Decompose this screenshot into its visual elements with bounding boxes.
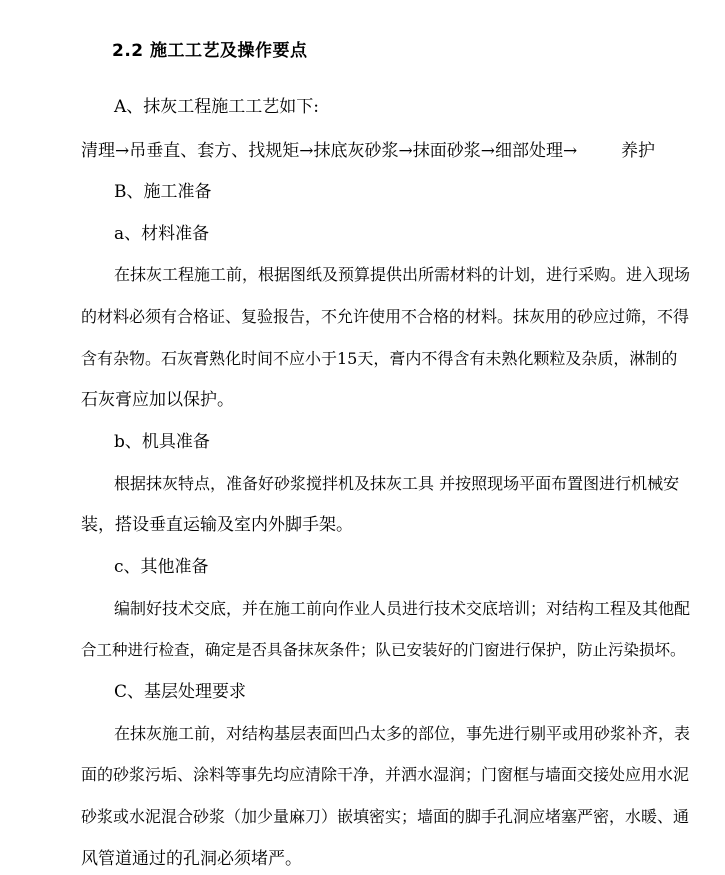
process-flow-steps: 清理→吊垂直、套方、找规矩→抹底灰砂浆→抹面砂浆→细部处理→ (81, 141, 578, 161)
section-c-line-3: 砂浆或水泥混合砂浆（加少量麻刀）嵌填密实；墙面的脚手孔洞应堵塞严密，水暖、通 (81, 807, 690, 826)
section-c-line-2: 面的砂浆污垢、涂料等事先均应清除干净，并洒水湿润；门窗框与墙面交接处应用水泥 (81, 765, 690, 784)
process-flow (81, 140, 656, 162)
machines-line-1: 根据抹灰特点，准备好砂浆搅拌机及抹灰工具 并按照现场平面布置图进行机械安 (114, 474, 680, 493)
section-b-title: B、施工准备 (114, 182, 212, 202)
section-c-line-1: 在抹灰施工前，对结构基层表面凹凸太多的部位，事先进行剔平或用砂浆补齐，表 (114, 724, 691, 743)
materials-line-4: 石灰膏应加以保护。 (81, 390, 234, 410)
process-flow-end: 养护 (621, 141, 655, 161)
other-line-2: 合工种进行检查，确定是否具备抹灰条件；队已安装好的门窗进行保护，防止污染损坏。 (81, 641, 686, 659)
section-c-line-4: 风管道通过的孔洞必须堵严。 (81, 849, 302, 869)
other-title: c、其他准备 (114, 557, 209, 577)
machines-title: b、机具准备 (114, 432, 210, 452)
materials-line-1: 在抹灰工程施工前，根据图纸及预算提供出所需材料的计划，进行采购。进入现场 (114, 265, 691, 284)
machines-line-2: 装，搭设垂直运输及室内外脚手架。 (81, 515, 353, 535)
section-c-title: C、基层处理要求 (114, 682, 247, 702)
section-heading: 2.2 施工工艺及操作要点 (112, 41, 308, 61)
materials-line-2: 的材料必须有合格证、复验报告，不允许使用不合格的材料。抹灰用的砂应过筛，不得 (81, 307, 690, 326)
materials-title: a、材料准备 (114, 224, 210, 244)
section-a-title: A、抹灰工程施工工艺如下: (114, 97, 320, 117)
other-line-1: 编制好技术交底，并在施工前向作业人员进行技术交底培训；对结构工程及其他配 (114, 599, 691, 618)
materials-line-3: 含有杂物。石灰膏熟化时间不应小于15天，膏内不得含有未熟化颗粒及杂质，淋制的 (81, 349, 678, 368)
